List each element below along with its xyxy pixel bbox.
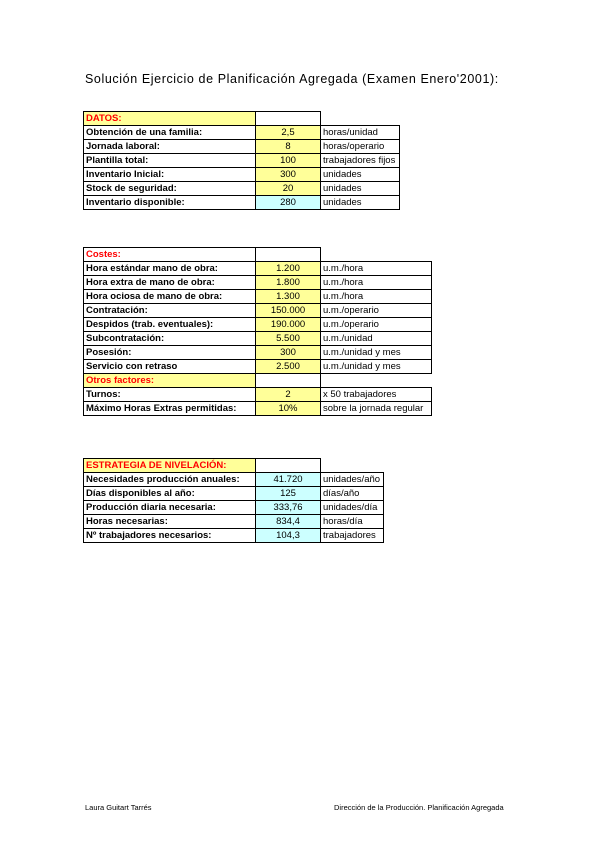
datos-header: DATOS:	[84, 112, 256, 126]
row-value: 300	[256, 168, 321, 182]
otros-factores-header: Otros factores:	[84, 374, 256, 388]
table-row	[84, 402, 432, 416]
footer-subject: Dirección de la Producción. Planificación Agregada	[334, 803, 504, 812]
row-unit: horas/unidad	[321, 126, 400, 140]
row-label: Posesión:	[84, 346, 256, 360]
table-row	[84, 515, 384, 529]
footer-author: Laura Guitart Tarrés	[85, 803, 152, 812]
row-label: Jornada laboral:	[84, 140, 256, 154]
table-row	[84, 332, 432, 346]
row-unit: u.m./hora	[321, 276, 432, 290]
costes-header: Costes:	[84, 248, 256, 262]
row-value: 300	[256, 346, 321, 360]
row-label: Servicio con retraso	[84, 360, 256, 374]
row-label: Horas necesarias:	[84, 515, 256, 529]
row-label: Subcontratación:	[84, 332, 256, 346]
table-row	[84, 182, 400, 196]
row-unit: horas/día	[321, 515, 384, 529]
row-label: Nº trabajadores necesarios:	[84, 529, 256, 543]
row-label: Máximo Horas Extras permitidas:	[84, 402, 256, 416]
row-label: Stock de seguridad:	[84, 182, 256, 196]
table-row	[84, 276, 432, 290]
row-value: 834,4	[256, 515, 321, 529]
table-row	[84, 501, 384, 515]
table-row	[84, 487, 384, 501]
page-title: Solución Ejercicio de Planificación Agregada (Examen Enero'2001):	[85, 72, 499, 86]
row-unit: u.m./unidad	[321, 332, 432, 346]
table-row	[84, 360, 432, 374]
row-unit: u.m./hora	[321, 262, 432, 276]
table-row	[84, 529, 384, 543]
row-label: Necesidades producción anuales:	[84, 473, 256, 487]
table-row	[84, 473, 384, 487]
row-label: Hora ociosa de mano de obra:	[84, 290, 256, 304]
row-value: 2,5	[256, 126, 321, 140]
row-value: 2.500	[256, 360, 321, 374]
row-label: Producción diaria necesaria:	[84, 501, 256, 515]
otros-header-row	[84, 374, 432, 388]
costes-table	[83, 247, 432, 416]
table-row	[84, 318, 432, 332]
row-unit: u.m./unidad y mes	[321, 360, 432, 374]
row-value: 104,3	[256, 529, 321, 543]
row-value: 1.800	[256, 276, 321, 290]
row-label: Hora extra de mano de obra:	[84, 276, 256, 290]
row-value: 41.720	[256, 473, 321, 487]
row-unit: unidades	[321, 196, 400, 210]
row-unit: x 50 trabajadores	[321, 388, 432, 402]
row-value: 333,76	[256, 501, 321, 515]
row-unit: trabajadores	[321, 529, 384, 543]
datos-header-row	[84, 112, 400, 126]
row-value: 1.200	[256, 262, 321, 276]
row-value: 280	[256, 196, 321, 210]
costes-header-row	[84, 248, 432, 262]
row-value: 150.000	[256, 304, 321, 318]
row-unit: u.m./unidad y mes	[321, 346, 432, 360]
row-value: 10%	[256, 402, 321, 416]
row-unit: trabajadores fijos	[321, 154, 400, 168]
row-unit: sobre la jornada regular	[321, 402, 432, 416]
row-value: 2	[256, 388, 321, 402]
row-label: Inventario disponible:	[84, 196, 256, 210]
row-unit: horas/operario	[321, 140, 400, 154]
table-row	[84, 140, 400, 154]
row-unit: u.m./hora	[321, 290, 432, 304]
row-label: Contratación:	[84, 304, 256, 318]
estrategia-table	[83, 458, 384, 543]
row-unit: días/año	[321, 487, 384, 501]
row-value: 125	[256, 487, 321, 501]
row-unit: unidades/día	[321, 501, 384, 515]
row-unit: unidades	[321, 168, 400, 182]
row-unit: u.m./operario	[321, 304, 432, 318]
row-value: 8	[256, 140, 321, 154]
table-row	[84, 304, 432, 318]
row-value: 100	[256, 154, 321, 168]
row-value: 1.300	[256, 290, 321, 304]
table-row	[84, 388, 432, 402]
row-value: 5.500	[256, 332, 321, 346]
row-unit: u.m./operario	[321, 318, 432, 332]
table-row	[84, 290, 432, 304]
table-row	[84, 154, 400, 168]
datos-table	[83, 111, 400, 210]
estrategia-header: ESTRATEGIA DE NIVELACIÓN:	[84, 459, 256, 473]
row-label: Despidos (trab. eventuales):	[84, 318, 256, 332]
row-value: 190.000	[256, 318, 321, 332]
row-value: 20	[256, 182, 321, 196]
row-label: Días disponibles al año:	[84, 487, 256, 501]
row-label: Plantilla total:	[84, 154, 256, 168]
table-row	[84, 346, 432, 360]
row-label: Inventario Inicial:	[84, 168, 256, 182]
row-label: Turnos:	[84, 388, 256, 402]
table-row	[84, 168, 400, 182]
row-unit: unidades	[321, 182, 400, 196]
row-label: Obtención de una familia:	[84, 126, 256, 140]
row-label: Hora estándar mano de obra:	[84, 262, 256, 276]
table-row	[84, 262, 432, 276]
row-unit: unidades/año	[321, 473, 384, 487]
estrategia-header-row	[84, 459, 384, 473]
table-row	[84, 126, 400, 140]
table-row	[84, 196, 400, 210]
